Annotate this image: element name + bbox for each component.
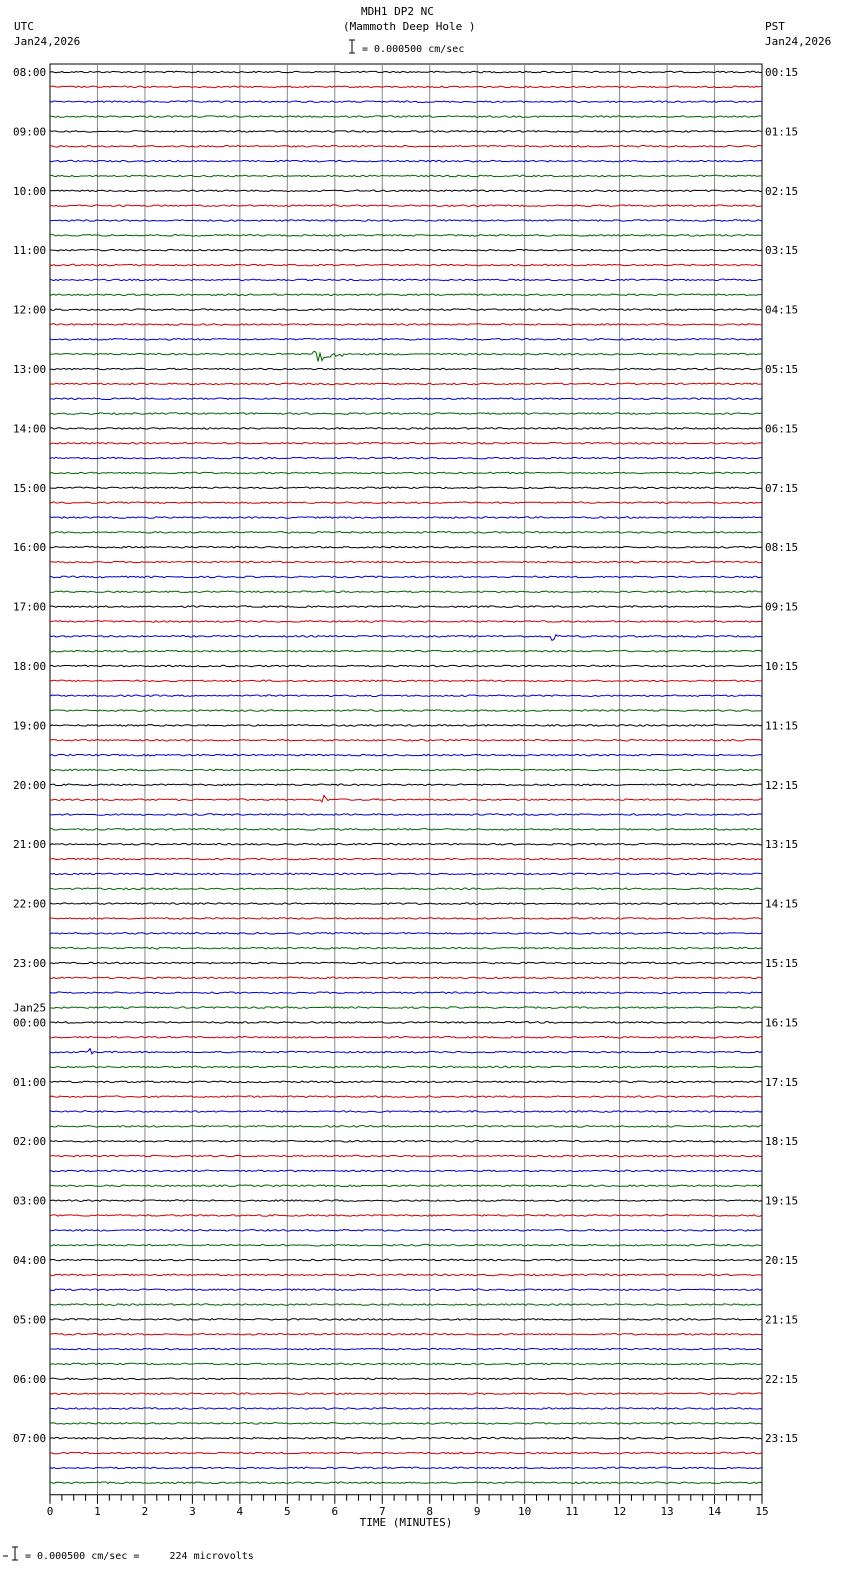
utc-hour-label: 23:00 xyxy=(13,957,47,970)
utc-hour-label: 16:00 xyxy=(13,541,47,555)
utc-hour-label: 13:00 xyxy=(13,363,47,376)
seismic-trace xyxy=(50,101,762,103)
site-name: (Mammoth Deep Hole ) xyxy=(343,20,476,33)
utc-hour-label: 15:00 xyxy=(13,481,47,495)
x-tick-label: 0 xyxy=(46,1504,54,1518)
scale-text: = 0.000500 cm/sec xyxy=(362,44,465,55)
pst-hour-label: 05:15 xyxy=(765,363,799,376)
seismic-trace xyxy=(50,1081,762,1083)
seismic-trace xyxy=(50,843,762,845)
utc-hour-label: 08:00 xyxy=(13,66,47,79)
x-tick-label: 10 xyxy=(518,1504,532,1518)
seismic-trace xyxy=(50,220,762,222)
scale-bar-icon xyxy=(349,40,355,53)
seismic-trace xyxy=(50,1111,762,1113)
seismic-trace xyxy=(50,695,762,697)
utc-hour-label: 18:00 xyxy=(13,660,47,673)
utc-hour-label: 02:00 xyxy=(13,1135,47,1149)
seismic-trace xyxy=(50,413,762,415)
seismic-trace xyxy=(50,947,762,949)
seismic-trace xyxy=(50,1274,762,1276)
utc-hour-label: 03:00 xyxy=(13,1194,47,1208)
seismic-trace xyxy=(50,903,762,905)
x-tick-label: 7 xyxy=(378,1504,386,1518)
seismic-trace xyxy=(50,86,762,88)
seismic-trace xyxy=(50,1170,762,1172)
pst-hour-label: 08:15 xyxy=(765,541,799,555)
seismic-trace xyxy=(50,621,762,623)
seismic-trace xyxy=(50,1319,762,1321)
x-tick-label: 2 xyxy=(141,1504,149,1518)
seismic-trace xyxy=(50,977,762,979)
x-tick-label: 14 xyxy=(707,1504,722,1518)
utc-hour-label: 05:00 xyxy=(13,1313,47,1327)
seismic-trace xyxy=(50,131,762,133)
seismic-trace xyxy=(50,1467,762,1469)
seismic-trace xyxy=(50,576,762,578)
pst-hour-label: 21:15 xyxy=(765,1313,799,1327)
x-tick-label: 6 xyxy=(331,1504,339,1518)
pst-hour-label: 06:15 xyxy=(765,422,799,436)
seismic-trace xyxy=(50,1230,762,1232)
seismic-trace xyxy=(50,1049,762,1054)
seismic-trace xyxy=(50,324,762,326)
seismic-trace xyxy=(50,829,762,831)
x-tick-label: 3 xyxy=(189,1504,196,1518)
utc-hour-label: 10:00 xyxy=(13,184,47,198)
utc-hour-label: 14:00 xyxy=(13,422,47,436)
seismic-trace xyxy=(50,368,762,370)
x-tick-label: 4 xyxy=(236,1504,244,1518)
seismic-trace xyxy=(50,873,762,875)
seismic-trace xyxy=(50,1215,762,1217)
seismic-trace xyxy=(50,992,762,994)
seismic-trace xyxy=(50,205,762,207)
seismic-trace xyxy=(50,487,762,489)
pst-hour-label: 19:15 xyxy=(765,1194,799,1208)
x-tick-label: 5 xyxy=(284,1504,291,1518)
seismic-trace xyxy=(50,814,762,816)
seismic-trace xyxy=(50,279,762,281)
pst-hour-label: 23:15 xyxy=(765,1432,799,1446)
seismic-trace xyxy=(50,888,762,890)
seismic-trace xyxy=(50,1140,762,1142)
seismic-trace xyxy=(50,1304,762,1306)
station-title: MDH1 DP2 NC xyxy=(361,5,434,18)
seismic-trace xyxy=(50,933,762,935)
seismic-trace xyxy=(50,795,762,801)
utc-hour-label: 09:00 xyxy=(13,125,47,139)
seismic-trace xyxy=(50,1066,762,1068)
seismic-trace xyxy=(50,1244,762,1246)
utc-hour-label: 22:00 xyxy=(13,897,47,911)
seismic-trace xyxy=(50,1452,762,1454)
seismic-trace xyxy=(50,383,762,385)
pst-hour-label: 22:15 xyxy=(765,1372,799,1386)
seismic-trace xyxy=(50,398,762,400)
seismic-trace xyxy=(50,591,762,593)
seismic-trace xyxy=(50,249,762,251)
utc-hour-label: 12:00 xyxy=(13,303,47,317)
utc-hour-label: 21:00 xyxy=(13,838,47,852)
seismic-trace xyxy=(50,294,762,296)
pst-hour-label: 11:15 xyxy=(765,719,799,733)
seismic-trace xyxy=(50,351,762,361)
pst-hour-label: 09:15 xyxy=(765,600,799,614)
seismic-trace xyxy=(50,710,762,712)
pst-hour-label: 17:15 xyxy=(765,1075,799,1089)
utc-hour-label: 01:00 xyxy=(13,1075,47,1089)
utc-hour-label: 11:00 xyxy=(13,244,47,258)
seismic-trace xyxy=(50,1408,762,1410)
seismic-trace xyxy=(50,472,762,474)
x-tick-label: 8 xyxy=(426,1504,434,1518)
pst-hour-label: 02:15 xyxy=(765,184,799,198)
seismic-trace xyxy=(50,962,762,964)
seismic-trace xyxy=(50,858,762,860)
utc-hour-label: 04:00 xyxy=(13,1254,47,1267)
seismic-trace xyxy=(50,754,762,756)
seismic-trace xyxy=(50,1423,762,1425)
utc-hour-label: 06:00 xyxy=(13,1372,47,1386)
seismic-trace xyxy=(50,517,762,519)
seismic-trace xyxy=(50,502,762,504)
seismic-trace xyxy=(50,1393,762,1395)
seismic-trace xyxy=(50,1022,762,1024)
x-tick-label: 15 xyxy=(755,1504,769,1518)
pst-hour-label: 12:15 xyxy=(765,778,799,792)
date-change-label: Jan25 xyxy=(13,1001,47,1015)
seismic-trace xyxy=(50,635,762,641)
seismic-trace xyxy=(50,1363,762,1365)
right-date: Jan24,2026 xyxy=(765,35,832,48)
pst-hour-label: 04:15 xyxy=(765,303,799,317)
utc-hour-label: 00:00 xyxy=(13,1016,47,1030)
seismic-trace xyxy=(50,264,762,266)
seismic-trace xyxy=(50,546,762,548)
seismic-trace xyxy=(50,561,762,563)
seismic-trace xyxy=(50,116,762,118)
x-tick-label: 13 xyxy=(660,1504,674,1518)
left-timezone: UTC xyxy=(14,20,34,33)
seismic-trace xyxy=(50,442,762,444)
pst-hour-label: 15:15 xyxy=(765,957,799,970)
seismic-trace xyxy=(50,1096,762,1098)
seismic-trace xyxy=(50,532,762,534)
seismic-trace xyxy=(50,235,762,237)
pst-hour-label: 16:15 xyxy=(765,1016,799,1030)
utc-hour-label: 07:00 xyxy=(13,1432,47,1446)
pst-hour-label: 00:15 xyxy=(765,66,799,79)
seismic-trace xyxy=(50,1200,762,1202)
seismic-trace xyxy=(50,175,762,177)
x-tick-label: 11 xyxy=(565,1504,579,1518)
pst-hour-label: 03:15 xyxy=(765,244,799,258)
seismic-trace xyxy=(50,1333,762,1335)
seismic-trace xyxy=(50,784,762,786)
seismic-trace xyxy=(50,725,762,727)
seismic-trace xyxy=(50,1155,762,1157)
seismic-trace xyxy=(50,190,762,192)
seismic-trace xyxy=(50,665,762,667)
seismic-trace xyxy=(50,769,762,771)
seismic-trace xyxy=(50,1126,762,1128)
pst-hour-label: 10:15 xyxy=(765,660,799,673)
right-timezone: PST xyxy=(765,20,785,33)
seismic-trace xyxy=(50,918,762,920)
x-axis-label: TIME (MINUTES) xyxy=(359,1515,453,1529)
seismic-trace xyxy=(50,1482,762,1484)
seismic-trace xyxy=(50,650,762,652)
seismic-trace xyxy=(50,145,762,147)
seismic-trace xyxy=(50,1348,762,1350)
pst-hour-label: 18:15 xyxy=(765,1135,799,1149)
seismic-trace xyxy=(50,160,762,162)
left-date: Jan24,2026 xyxy=(14,35,81,48)
seismic-trace xyxy=(50,606,762,608)
seismic-trace xyxy=(50,680,762,682)
footer-scale-icon xyxy=(3,1547,18,1560)
utc-hour-label: 20:00 xyxy=(13,778,47,792)
seismic-trace xyxy=(50,71,762,73)
seismic-trace xyxy=(50,739,762,741)
seismic-trace xyxy=(50,339,762,341)
pst-hour-label: 01:15 xyxy=(765,125,799,139)
utc-hour-label: 19:00 xyxy=(13,719,47,733)
x-tick-label: 9 xyxy=(473,1504,481,1518)
utc-hour-label: 17:00 xyxy=(13,600,47,614)
x-tick-label: 12 xyxy=(612,1504,627,1518)
seismic-trace xyxy=(50,1007,762,1009)
seismic-trace xyxy=(50,1378,762,1380)
seismic-trace xyxy=(50,1185,762,1187)
footer-scale-note: = 0.000500 cm/sec = 224 microvolts xyxy=(25,1551,254,1562)
seismic-trace xyxy=(50,1036,762,1038)
pst-hour-label: 07:15 xyxy=(765,481,799,495)
seismic-trace xyxy=(50,1289,762,1291)
pst-hour-label: 14:15 xyxy=(765,897,799,911)
seismic-trace xyxy=(50,309,762,311)
plot-frame xyxy=(50,64,762,1495)
pst-hour-label: 20:15 xyxy=(765,1254,799,1267)
seismic-trace xyxy=(50,1259,762,1261)
seismic-trace xyxy=(50,428,762,430)
x-tick-label: 1 xyxy=(94,1504,101,1518)
pst-hour-label: 13:15 xyxy=(765,838,799,852)
seismic-trace xyxy=(50,457,762,459)
seismic-trace xyxy=(50,1437,762,1439)
